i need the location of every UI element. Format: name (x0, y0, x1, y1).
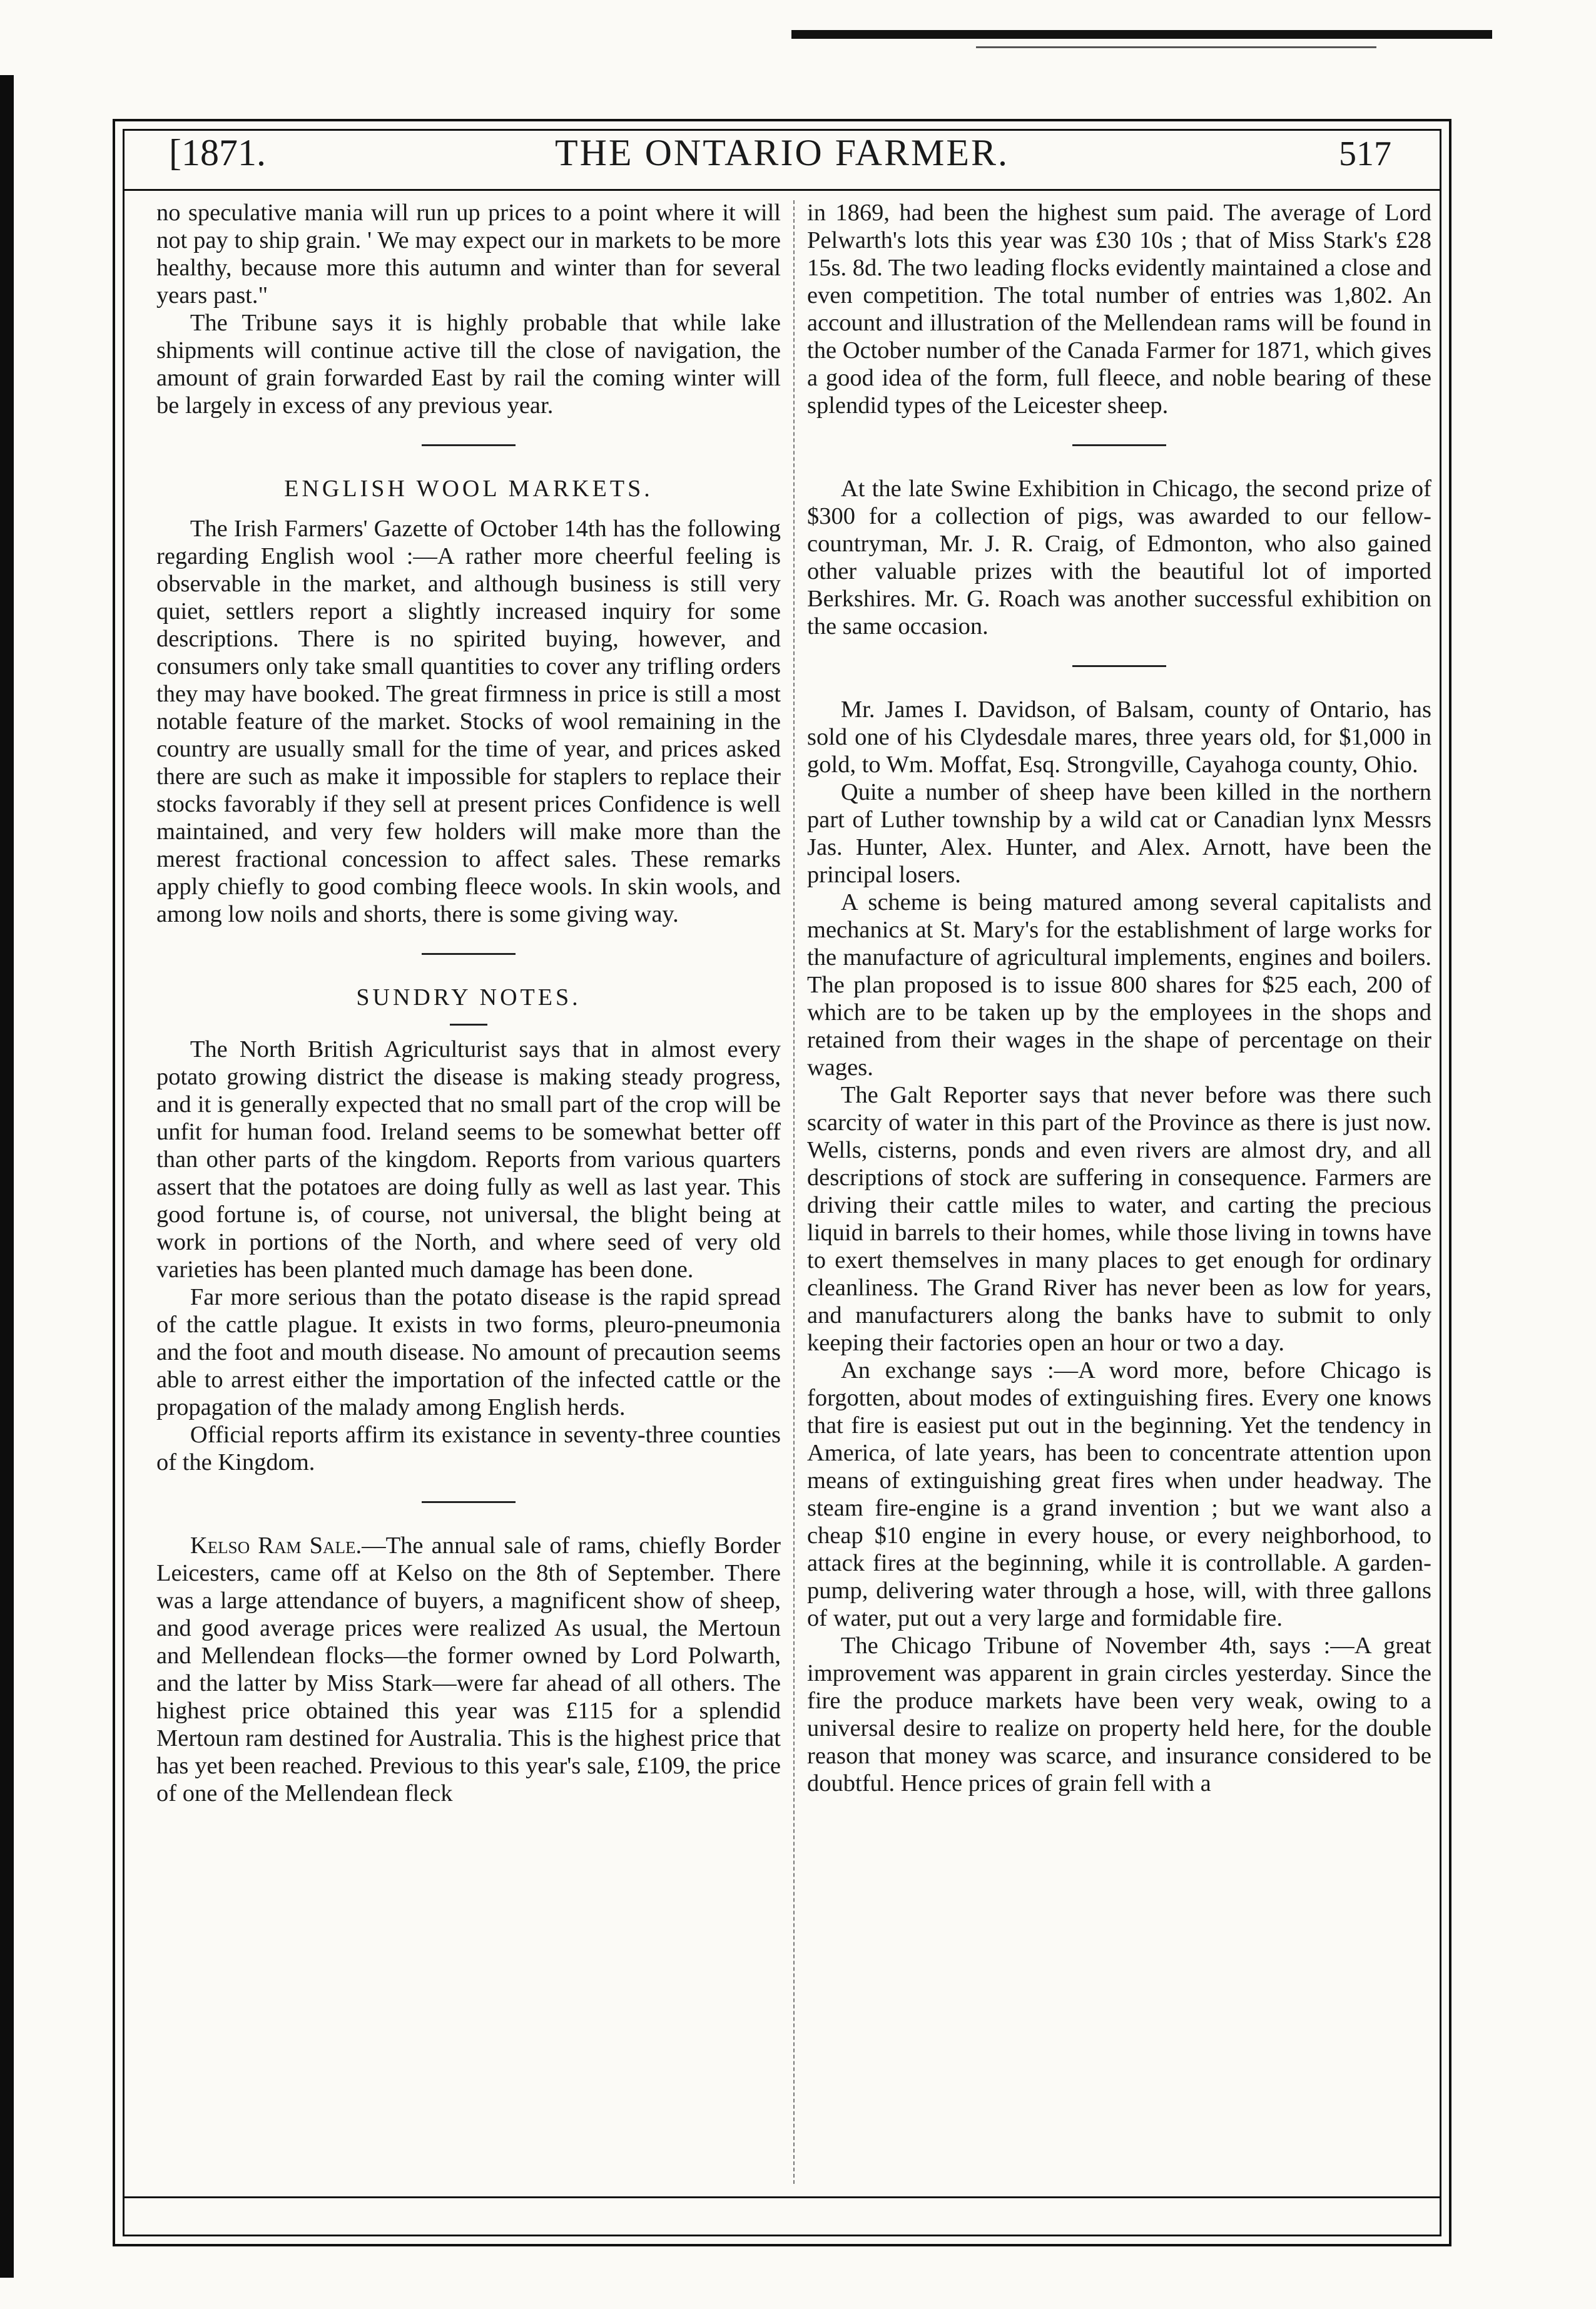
paragraph: The North British Agriculturist says that in almost every potato growing district the disease is making steady progress, and it is generally expected that no small part of the crop will be unfit for human food. Ireland seems to be somewhat better off than other parts of the kingdom. Reports from various quarters assert that the potatoes are doing fully as well as last year. This good fortune is, of course, not universal, the blight being at work in portions of the North, and where seed of very old varieties has been planted much damage has been done. (156, 1036, 781, 1283)
section-heading-sundry-notes: SUNDRY NOTES. (356, 984, 581, 1011)
section-divider (422, 1501, 516, 1503)
footer-rule (123, 2196, 1441, 2198)
header-year: [1871. (169, 132, 266, 173)
paragraph: A scheme is being matured among several capitalists and mechanics at St. Mary's for the establishment of large works for the manufacture of agricultural implements, engines and boilers. The plan proposed is to issue 800 shares for $25 each, 200 of which are to be taken up by the employees in the shops and retained from their wages in the shape of percentage on their wages. (807, 889, 1431, 1081)
paragraph: The Irish Farmers' Gazette of October 14th has the following regarding English wool :—A rather more cheerful feeling is observable in the market, and although business is still very quiet, settlers report a slightly increased inquiry for some descriptions. There is no spirited buying, however, and consumers only take small quantities to cover any trifling orders they may have booked. The great firmness in price is still a most notable feature of the market. Stocks of wool remaining in the country are usually small for the time of year, and prices asked there are such as make it impossible for staplers to replace their stocks favorably if they sell at present prices Confidence is well maintained, and very few holders will make more than the merest fractional concession to affect sales. These remarks apply chiefly to good combing fleece wools. In skin wools, and among low noils and shorts, there is some giving way. (156, 516, 781, 927)
paragraph: no speculative mania will run up prices to a point where it will not pay to ship grain. ' We may expect our in markets to be more healthy, because more this autumn and winter than for several years past." (156, 200, 781, 308)
top-scan-bar (791, 30, 1492, 39)
top-scan-mark (976, 46, 1376, 48)
header-rule (123, 189, 1441, 191)
section-divider (422, 444, 516, 446)
section-divider (422, 953, 516, 955)
paragraph: An exchange says :—A word more, before Chicago is forgotten, about modes of extinguishing fires. Every one knows that fire is easiest put out in the beginning. Yet the tendency in America, of late years, has been to concentrate attention upon means of extinguishing great fires when under headway. The steam fire-engine is a grand invention ; but we want also a cheap $10 engine in every house, or every neighborhood, to attack fires at the beginning, while it is controllable. A garden-pump, delivering water through a hose, will, with three gallons of water, put out a very large and formidable fire. (807, 1357, 1431, 1631)
paragraph: Mr. James I. Davidson, of Balsam, county of Ontario, has sold one of his Clydesdale mares, three years old, for $1,000 in gold, to Wm. Moffat, Esq. Strongville, Cayahoga county, Ohio. (807, 696, 1431, 778)
paragraph: Official reports affirm its existance in seventy-three counties of the Kingdom. (156, 1422, 781, 1476)
paragraph: The Tribune says it is highly probable that while lake shipments will continue active till the close of navigation, the amount of grain forwarded East by rail the coming winter will be largely in excess of any previous year. (156, 310, 781, 419)
section-heading-wool-markets: ENGLISH WOOL MARKETS. (284, 476, 653, 502)
paragraph-kelso-ram-sale (156, 1532, 781, 1807)
paragraph: The Galt Reporter says that never before was there such scarcity of water in this part of the Province as there is just now. Wells, cisterns, ponds and even rivers are almost dry, and all descriptions of stock are suffering in consequence. Farmers are driving their cattle miles to water, and carting the precious liquid in barrels to their homes, while those living in towns have to exert themselves in many places to get enough for ordinary cleanliness. The Grand River has never been as low for years, and manufacturers along the banks have to submit to only keeping their factories open an hour or two a day. (807, 1082, 1431, 1356)
binding-edge (0, 75, 14, 2278)
paragraph: Quite a number of sheep have been killed in the northern part of Luther township by a wild cat or Canadian lynx Messrs Jas. Hunter, Alex. Hunter, and Alex. Arnott, have been the principal losers. (807, 779, 1431, 888)
column-separator (793, 200, 795, 2184)
right-column (807, 199, 1431, 1797)
paragraph: Far more serious than the potato disease is the rapid spread of the cattle plague. It exists in two forms, pleuro-pneumonia and the foot and mouth disease. No amount of precaution seems able to arrest either the importation of the infected cattle or the propagation of the malady among English herds. (156, 1284, 781, 1420)
page-number: 517 (1339, 135, 1391, 173)
kelso-text: .—The annual sale of rams, chiefly Border Leicesters, came off at Kelso on the 8th of September. There was a large attendance of buyers, a magnificent show of sheep, and good average prices were realized As usual, the Mertoun and Mellendean flocks—the former owned by Lord Polwarth, and the latter by Miss Stark—were far ahead of all others. The highest price obtained this year was £115 for a splendid Mertoun ram destined for Australia. This is the highest price that has yet been reached. Previous to this year's sale, £109, the price of one of the Mellendean fleck (156, 1532, 781, 1807)
section-divider (1072, 444, 1166, 446)
paragraph: At the late Swine Exhibition in Chicago, the second prize of $300 for a collection of pigs, was awarded to our fellow-countryman, Mr. J. R. Craig, of Edmonton, who also gained other valuable prizes with the beautiful lot of imported Berkshires. Mr. G. Roach was another successful exhibition on the same occasion. (807, 476, 1431, 640)
kelso-lead-in: Kelso Ram Sale (190, 1532, 356, 1559)
section-divider (1072, 665, 1166, 667)
heading-underline (450, 1024, 487, 1026)
page-title: THE ONTARIO FARMER. (554, 132, 1010, 173)
paragraph: The Chicago Tribune of November 4th, says :—A great improvement was apparent in grain circles yesterday. Since the fire the produce markets have been very weak, owing to a universal desire to realize on property held here, for the double reason that money was scarce, and insurance considered to be doubtful. Hence prices of grain fell with a (807, 1633, 1431, 1797)
left-column (156, 199, 781, 1807)
paragraph: in 1869, had been the highest sum paid. The average of Lord Pelwarth's lots this year was £30 10s ; that of Miss Stark's £28 15s. 8d. The two leading flocks evidently maintained a close and even competition. The total number of entries was 1,802. An account and illustration of the Mellendean rams will be found in the October number of the Canada Farmer for 1871, which gives a good idea of the form, full fleece, and noble bearing of these splendid types of the Leicester sheep. (807, 200, 1431, 419)
